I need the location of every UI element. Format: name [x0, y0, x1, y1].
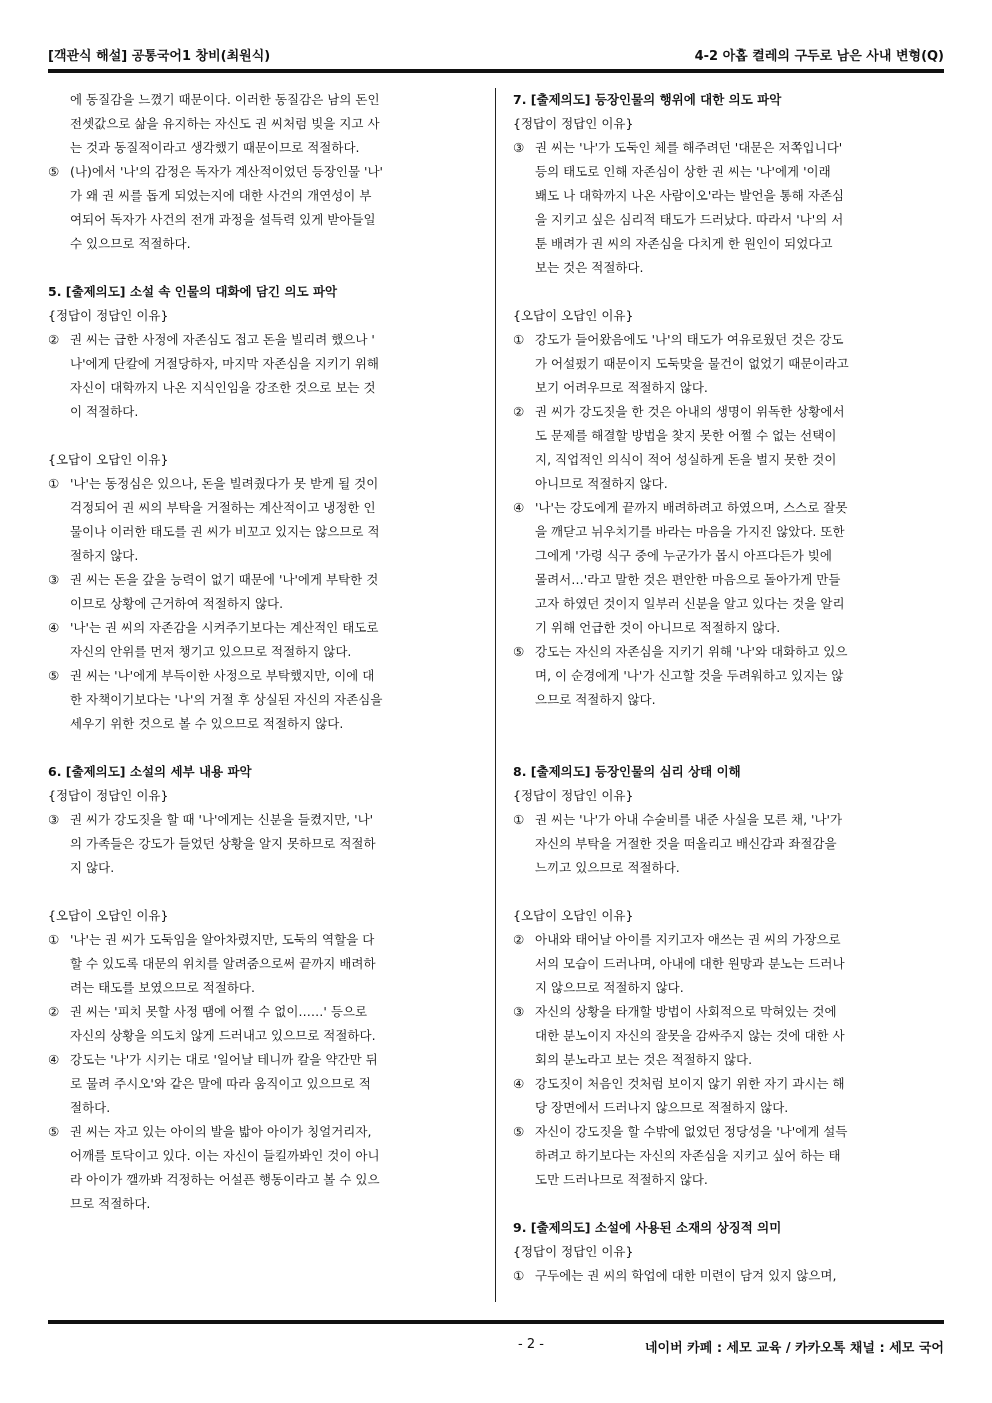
item-number: ⑤: [48, 164, 60, 179]
text-line: 이 적절하다.: [70, 404, 139, 419]
text-line: 려는 태도를 보였으므로 적절하다.: [70, 980, 255, 995]
text-line: '나'는 권 씨가 도둑임을 알아차렸지만, 도둑의 역할을 다: [70, 932, 375, 947]
answer-item: [48, 1000, 478, 1048]
text-line: 권 씨는 '나'가 아내 수술비를 내준 사실을 모른 채, '나'가: [535, 812, 843, 827]
text-line: '나'는 강도에게 끝까지 배려하려고 하였으며, 스스로 잘못: [535, 500, 848, 515]
wrong-label: {오답이 오답인 이유}: [513, 308, 634, 323]
text-line: 도만 드러나므로 적절하지 않다.: [535, 1172, 708, 1187]
text-line: 절하지 않다.: [70, 548, 139, 563]
answer-item: [513, 808, 943, 880]
text-line: 으므로 적절하지 않다.: [535, 692, 656, 707]
text-line: 그에게 '가령 식구 중에 누군가가 몹시 아프다든가 빚에: [535, 548, 832, 563]
question-title-5: 5. [출제의도] 소설 속 인물의 대화에 담긴 의도 파악: [48, 284, 338, 299]
text-line: 자신이 대학까지 나온 지식인임을 강조한 것으로 보는 것: [70, 380, 376, 395]
answer-item: [48, 1048, 478, 1120]
text-line: 나'에게 단칼에 거절당하자, 마지막 자존심을 지키기 위해: [70, 356, 379, 371]
footer-channel-info: 네이버 카페 : 세모 교육 / 카카오톡 채널 : 세모 국어: [644, 1341, 944, 1356]
text-line: 기 위해 언급한 것이 아니므로 적절하지 않다.: [535, 620, 781, 635]
text-line: 서의 모습이 드러나며, 아내에 대한 원망과 분노는 드러나: [535, 956, 845, 971]
text-line: 봬도 나 대학까지 나온 사람이오'라는 발언을 통해 자존심: [535, 188, 844, 203]
text-line: 로 물려 주시오'와 같은 말에 따라 움직이고 있으므로 적: [70, 1076, 371, 1091]
item-number: ③: [48, 572, 60, 587]
text-line: 구두에는 권 씨의 학업에 대한 미련이 담겨 있지 않으며,: [535, 1268, 837, 1283]
item-number: ④: [513, 1076, 525, 1091]
item-number: ②: [48, 332, 60, 347]
answer-item: [513, 496, 943, 640]
text-line: 지 않으므로 적절하지 않다.: [535, 980, 684, 995]
text-line: 는 것과 동질적이라고 생각했기 때문이므로 적절하다.: [70, 140, 360, 155]
text-line: 느끼고 있으므로 적절하다.: [535, 860, 680, 875]
question-title-7: 7. [출제의도] 등장인물의 행위에 대한 의도 파악: [513, 92, 782, 107]
correct-label: {정답이 정답인 이유}: [513, 1244, 634, 1259]
item-number: ⑤: [48, 1124, 60, 1139]
item-number: ③: [513, 1004, 525, 1019]
answer-item: [48, 568, 478, 616]
correct-label: {정답이 정답인 이유}: [48, 788, 169, 803]
footer-rule: [48, 1320, 944, 1324]
item-number: ②: [513, 404, 525, 419]
text-line: 권 씨는 '나'에게 부득이한 사정으로 부탁했지만, 이에 대: [70, 668, 375, 683]
text-line: 물이나 이러한 태도를 권 씨가 비꼬고 있지는 않으므로 적: [70, 524, 380, 539]
answer-item: [48, 664, 478, 736]
text-line: 강도짓이 처음인 것처럼 보이지 않기 위한 자기 과시는 해: [535, 1076, 845, 1091]
item-number: ①: [513, 1268, 525, 1283]
text-line: 권 씨가 강도짓을 할 때 '나'에게는 신분을 들켰지만, '나': [70, 812, 374, 827]
text-line: 강도가 들어왔음에도 '나'의 태도가 여유로웠던 것은 강도: [535, 332, 844, 347]
text-line: '나'는 동정심은 있으나, 돈을 빌려줬다가 못 받게 될 것이: [70, 476, 379, 491]
answer-item: [513, 1072, 943, 1120]
text-line: 에 동질감을 느꼈기 때문이다. 이러한 동질감은 남의 돈인: [70, 92, 380, 107]
left-column: [48, 88, 478, 1216]
text-line: 등의 태도로 인해 자존심이 상한 권 씨는 '나'에게 '이래: [535, 164, 831, 179]
text-line: 도 문제를 해결할 방법을 찾지 못한 어쩔 수 없는 선택이: [535, 428, 837, 443]
answer-item: [48, 1120, 478, 1216]
page-footer: [48, 1337, 944, 1357]
item-number: ④: [48, 620, 60, 635]
item-number: ②: [48, 1004, 60, 1019]
correct-label: {정답이 정답인 이유}: [48, 308, 169, 323]
question-title-9: 9. [출제의도] 소설에 사용된 소재의 상징적 의미: [513, 1220, 782, 1235]
text-line: 권 씨는 자고 있는 아이의 발을 밟아 아이가 칭얼거리자,: [70, 1124, 372, 1139]
item-number: ②: [513, 932, 525, 947]
text-line: 권 씨가 강도짓을 한 것은 아내의 생명이 위독한 상황에서: [535, 404, 845, 419]
text-line: 회의 분노라고 보는 것은 적절하지 않다.: [535, 1052, 753, 1067]
answer-item: [513, 400, 943, 496]
answer-item: [513, 1000, 943, 1072]
text-line: 자신의 부탁을 거절한 것을 떠올리고 배신감과 좌절감을: [535, 836, 837, 851]
column-divider: [495, 88, 496, 1302]
right-column: [513, 88, 943, 1288]
text-line: 권 씨는 '피치 못할 사정 땜에 어쩔 수 없이……' 등으로: [70, 1004, 368, 1019]
header-right-title: 4-2 아홉 켤레의 구두로 남은 사내 변형(Q): [694, 49, 944, 64]
item-number: ④: [513, 500, 525, 515]
question-title-8: 8. [출제의도] 등장인물의 심리 상태 이해: [513, 764, 741, 779]
text-line: 권 씨는 돈을 갚을 능력이 없기 때문에 '나'에게 부탁한 것: [70, 572, 379, 587]
item-number: ⑤: [513, 644, 525, 659]
text-line: 이므로 상황에 근거하여 적절하지 않다.: [70, 596, 284, 611]
wrong-label: {오답이 오답인 이유}: [513, 908, 634, 923]
correct-label: {정답이 정답인 이유}: [513, 116, 634, 131]
text-line: 자신이 강도짓을 할 수밖에 없었던 정당성을 '나'에게 설득: [535, 1124, 848, 1139]
text-line: 지 않다.: [70, 860, 115, 875]
header-rule: [48, 69, 944, 73]
item-number: ③: [48, 812, 60, 827]
text-line: '나'는 권 씨의 자존감을 시켜주기보다는 계산적인 태도로: [70, 620, 379, 635]
item-number: ①: [48, 932, 60, 947]
text-line: 자신의 상황을 타개할 방법이 사회적으로 막혀있는 것에: [535, 1004, 837, 1019]
item-number: ③: [513, 140, 525, 155]
text-line: 보는 것은 적절하다.: [535, 260, 644, 275]
text-line: 보기 어려우므로 적절하지 않다.: [535, 380, 708, 395]
page-number: - 2 -: [518, 1337, 544, 1352]
text-line: 가 어설펐기 때문이지 도둑맞을 물건이 없었기 때문이라고: [535, 356, 849, 371]
wrong-label: {오답이 오답인 이유}: [48, 452, 169, 467]
text-line: 대한 분노이지 자신의 잘못을 감싸주지 않는 것에 대한 사: [535, 1028, 845, 1043]
item-number: ④: [48, 1052, 60, 1067]
text-line: 아니므로 적절하지 않다.: [535, 476, 668, 491]
answer-item: [48, 928, 478, 1000]
answer-item: [513, 136, 943, 280]
text-line: 한 자책이기보다는 '나'의 거절 후 상실된 자신의 자존심을: [70, 692, 383, 707]
text-line: 하려고 하기보다는 자신의 자존심을 지키고 싶어 하는 태: [535, 1148, 841, 1163]
answer-item: [48, 472, 478, 568]
answer-item: [513, 928, 943, 1000]
answer-item: [48, 160, 478, 256]
intro-continuation: [48, 88, 478, 160]
text-line: 고자 하였던 것이지 일부러 신분을 알고 있다는 것을 알리: [535, 596, 845, 611]
text-line: 지, 직업적인 의식이 적어 성실하게 돈을 벌지 못한 것이: [535, 452, 837, 467]
question-title-6: 6. [출제의도] 소설의 세부 내용 파악: [48, 764, 252, 779]
text-line: 강도는 자신의 자존심을 지키기 위해 '나'와 대화하고 있으: [535, 644, 848, 659]
text-line: 자신의 안위를 먼저 챙기고 있으므로 적절하지 않다.: [70, 644, 352, 659]
text-line: 수 있으므로 적절하다.: [70, 236, 191, 251]
text-line: 권 씨는 '나'가 도둑인 체를 해주려던 '대문은 저쪽입니다': [535, 140, 843, 155]
text-line: 세우기 위한 것으로 볼 수 있으므로 적절하지 않다.: [70, 716, 344, 731]
answer-item: [513, 1264, 943, 1288]
text-line: 권 씨는 급한 사정에 자존심도 접고 돈을 빌리려 했으나 ': [70, 332, 375, 347]
text-line: 툰 배려가 권 씨의 자존심을 다치게 한 원인이 되었다고: [535, 236, 833, 251]
text-line: 을 깨닫고 뉘우치기를 바라는 마음을 가지진 않았다. 또한: [535, 524, 845, 539]
wrong-label: {오답이 오답인 이유}: [48, 908, 169, 923]
text-line: 을 지키고 싶은 심리적 태도가 드러났다. 따라서 '나'의 서: [535, 212, 844, 227]
header-left-title: [객관식 해설] 공통국어1 창비(최원식): [48, 49, 271, 64]
item-number: ⑤: [513, 1124, 525, 1139]
answer-item: [48, 616, 478, 664]
text-line: 강도는 '나'가 시키는 대로 '일어날 테니까 칼을 약간만 뒤: [70, 1052, 378, 1067]
text-line: 어깨를 토닥이고 있다. 이는 자신이 들킬까봐인 것이 아니: [70, 1148, 380, 1163]
text-line: 절하다.: [70, 1100, 111, 1115]
text-line: 가 왜 권 씨를 돕게 되었는지에 대한 사건의 개연성이 부: [70, 188, 372, 203]
item-number: ①: [513, 812, 525, 827]
text-line: 몰려서…'라고 말한 것은 편안한 마음으로 돌아가게 만들: [535, 572, 841, 587]
text-line: 전셋값으로 삶을 유지하는 자신도 권 씨처럼 빚을 지고 사: [70, 116, 380, 131]
answer-item: [48, 808, 478, 880]
item-number: ⑤: [48, 668, 60, 683]
text-line: (나)에서 '나'의 감정은 독자가 계산적이었던 등장인물 '나': [70, 164, 383, 179]
correct-label: {정답이 정답인 이유}: [513, 788, 634, 803]
text-line: 할 수 있도록 대문의 위치를 알려줌으로써 끝까지 배려하: [70, 956, 376, 971]
text-line: 의 가족들은 강도가 들었던 상황을 알지 못하므로 적절하: [70, 836, 376, 851]
answer-item: [48, 328, 478, 424]
text-line: 라 아이가 깰까봐 걱정하는 어설픈 행동이라고 볼 수 있으: [70, 1172, 380, 1187]
text-line: 당 장면에서 드러나지 않으므로 적절하지 않다.: [535, 1100, 789, 1115]
text-line: 아내와 태어날 아이를 지키고자 애쓰는 권 씨의 가장으로: [535, 932, 841, 947]
item-number: ①: [513, 332, 525, 347]
text-line: 므로 적절하다.: [70, 1196, 151, 1211]
answer-item: [513, 640, 943, 712]
page-header: [48, 45, 944, 65]
text-line: 며, 이 순경에게 '나'가 신고할 것을 두려워하고 있지는 않: [535, 668, 844, 683]
text-line: 걱정되어 권 씨의 부탁을 거절하는 계산적이고 냉정한 인: [70, 500, 376, 515]
item-number: ①: [48, 476, 60, 491]
text-line: 여되어 독자가 사건의 전개 과정을 설득력 있게 받아들일: [70, 212, 376, 227]
answer-item: [513, 1120, 943, 1192]
text-line: 자신의 상황을 의도치 않게 드러내고 있으므로 적절하다.: [70, 1028, 376, 1043]
answer-item: [513, 328, 943, 400]
